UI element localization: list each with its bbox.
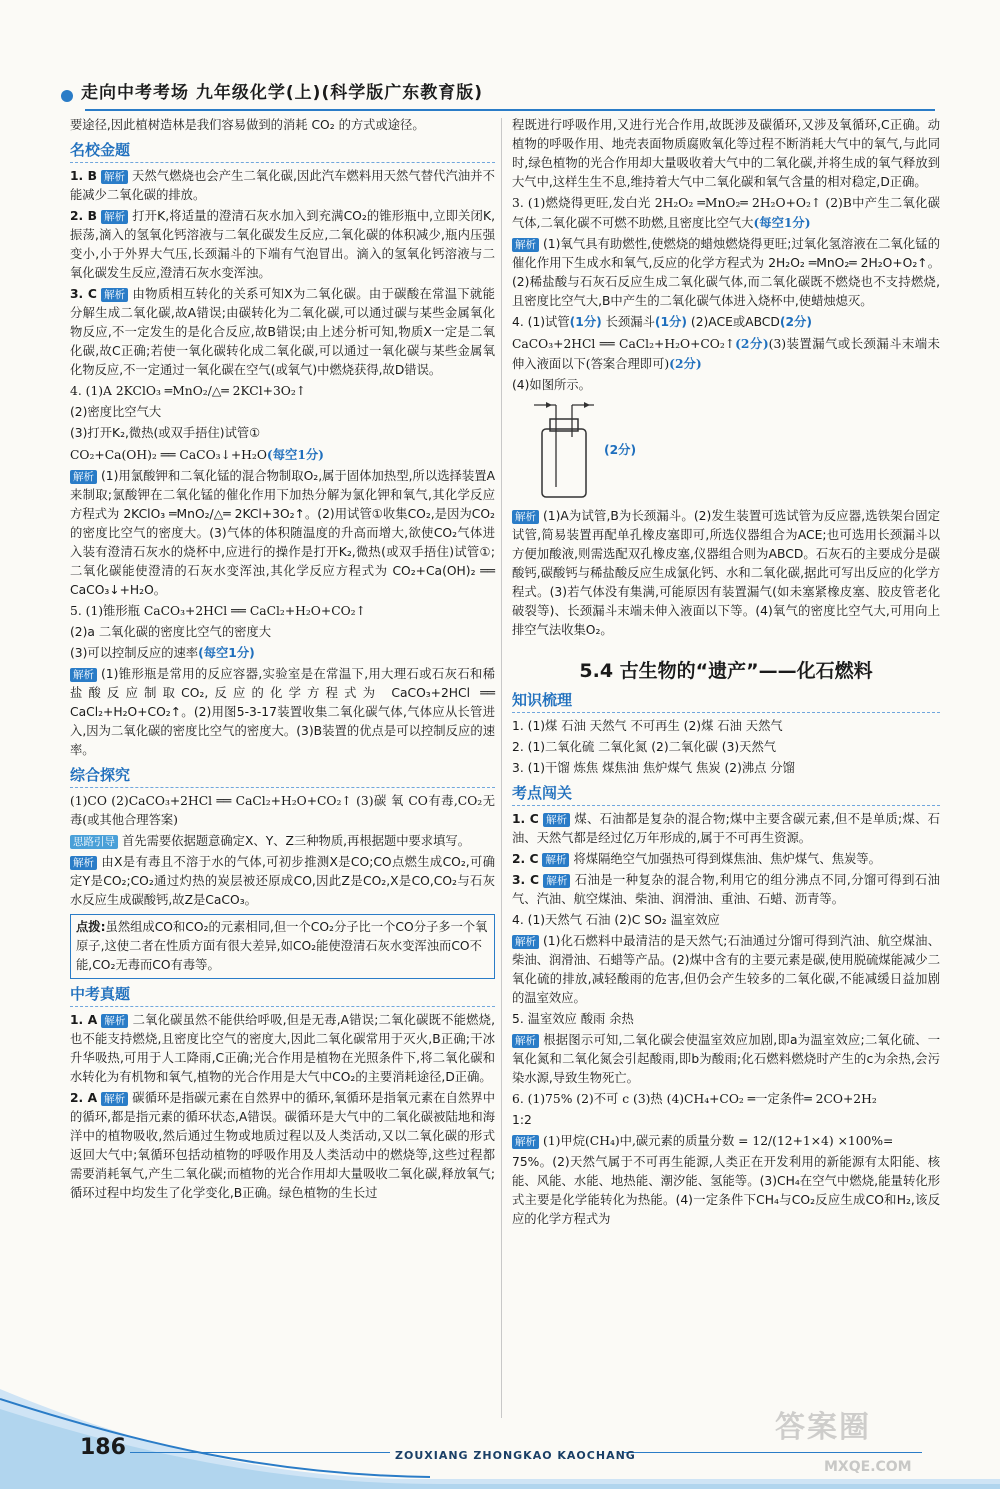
analysis-text: (1)锥形瓶是常用的反应容器,实验室是在常温下,用大理石或石灰石和稀盐酸反应制取CO₂,反应的化学方程式为 CaCO₃+2HCl ══ CaCl₂+H₂O+CO₂↑。(2)用图5-3-17装置收集二氧化碳气体,气体应从长管进入,因为二氧化碳的密度比空气的密度大。(3)B装置的优点是可以控制反应的速率。: [70, 667, 495, 757]
analysis-block: [512, 932, 940, 1008]
header-rule: [85, 109, 935, 111]
answer-line: 6. (1)75% (2)不可 c (3)热 (4)CH₄+CO₂ ═一定条件═ 2CO+2H₂: [512, 1092, 877, 1106]
analysis-block: [512, 1031, 940, 1088]
section-title: 综合探究: [70, 766, 495, 788]
analysis-text: 由X是有毒且不溶于水的气体,可初步推测X是CO;CO点燃生成CO₂,可确定Y是CO₂;CO₂通过灼热的炭层被还原成CO,因此Z是CO₂,X是CO,CO₂与石灰水反应生成碳酸钙,故Z是CaCO₃。: [70, 855, 495, 907]
analysis-tag: 解析: [101, 170, 128, 184]
score-note: (1分): [569, 315, 602, 329]
analysis-block: [70, 665, 495, 760]
answer-line: 1:2: [512, 1113, 532, 1127]
answer-item: [70, 167, 495, 205]
guide-block: [70, 832, 495, 851]
analysis-tag: 解析: [512, 510, 539, 524]
analysis-tag: 解析: [101, 210, 128, 224]
equation: CO₂+Ca(OH)₂ ══ CaCO₃↓+H₂O: [70, 448, 267, 462]
answer-line: [512, 334, 940, 374]
footer-rule: [622, 1452, 922, 1453]
column-divider: [501, 118, 502, 1418]
analysis-text: 根据图示可知,二氧化碳会使温室效应加剧,即a为温室效应;二氧化硫、一氧化氮和二氧化氮会引起酸雨,即b为酸雨;化石燃料燃烧时产生的c为余热,会污染水源,导致生物死亡。: [512, 1033, 940, 1085]
section-title: 中考真题: [70, 985, 495, 1007]
answer-text: 石油是一种复杂的混合物,利用它的组分沸点不同,分馏可得到石油气、汽油、航空煤油、柴油、润滑油、重油、石蜡、沥青等。: [512, 873, 940, 906]
answer-item: [512, 850, 940, 869]
answer-line: 5. (1)锥形瓶 CaCO₃+2HCl ══ CaCl₂+H₂O+CO₂↑: [70, 604, 366, 618]
answer-text: 天然气燃烧也会产生二氧化碳,因此汽车燃料用天然气替代汽油并不能减少二氧化碳的排放。: [70, 169, 495, 202]
analysis-tag: 解析: [101, 1092, 128, 1106]
guide-text: 首先需要依据题意确定X、Y、Z三种物质,再根据题中要求填写。: [122, 834, 470, 848]
answer-item: [70, 1089, 495, 1203]
answer-item: [70, 207, 495, 283]
continued-text: 程既进行呼吸作用,又进行光合作用,故既涉及碳循环,又涉及氧循环,C正确。动植物的呼吸作用、地壳表面物质腐败氧化等过程不断消耗大气中的氧气,与此同时,绿色植物的光合作用却大量吸收着大气中的二氧化碳,并将生成的氧气释放到大气中,这样生生不息,维持着大气中二氧化碳和氧气含量的相对稳定,D正确。: [512, 118, 940, 189]
analysis-tag: 解析: [70, 470, 97, 484]
analysis-block: [512, 507, 940, 640]
answer-item: [70, 285, 495, 380]
analysis-block: [512, 235, 940, 311]
tip-label: 点拨:: [76, 920, 106, 934]
score-note: (每空1分): [753, 215, 811, 230]
chapter-title: 5.4 古生物的“遗产”——化石燃料: [579, 660, 873, 682]
analysis-tag: 解析: [512, 1135, 539, 1149]
answer-text: 碳循环是指碳元素在自然界中的循环,氧循环是指氧元素在自然界中的循环,都是指元素的循环状态,A错误。碳循环是大气中的二氧化碳被陆地和海洋中的植物吸收,然后通过生物或地质过程以及人类活动,又以二氧化碳的形式返回大气中;氧循环包括动植物的呼吸作用及人类活动中的燃烧等,这些过程都需要消耗氧气,产生二氧化碳;而植物的光合作用却大量吸收二氧化碳,释放氧气;循环过程中均发生了化学变化,B正确。绿色植物的生长过: [70, 1091, 495, 1200]
analysis-tag: 解析: [101, 1014, 128, 1028]
gas-bottle-figure: [532, 401, 940, 501]
header-bullet-icon: [61, 90, 73, 102]
page-number: 186: [80, 1435, 126, 1460]
score-note: (2分): [669, 356, 702, 371]
answer-line: (4)如图所示。: [512, 378, 591, 392]
answer-text: (3)装置漏气或长颈漏斗末端未伸入液面以下(答案合理即可): [512, 337, 940, 371]
analysis-tag: 解析: [101, 288, 128, 302]
answer-text: 长颈漏斗: [605, 315, 655, 329]
answer-number: 3. C: [512, 873, 539, 887]
answer-line: [512, 194, 940, 233]
analysis-tag: 解析: [70, 668, 97, 682]
score-note: (2分): [604, 443, 637, 457]
answer-text: (2)ACE或ABCD: [690, 315, 780, 329]
analysis-text: (1)用氯酸钾和二氧化锰的混合物制取O₂,属于固体加热型,所以选择装置A来制取;氯酸钾在二氧化锰的催化作用下加热分解为氯化钾和氧气,其化学反应方程式为 2KClO₃ ═MnO₂/△═ 2KCl+3O₂↑。(2)用试管①收集CO₂,是因为CO₂的密度比空气的密度大。(3)气体的体积随温度的升高而增大,欲使CO₂气体进入装有澄清石灰水的烧杯中,应进行的操作是打开K₂,微热(或双手捂住)试管①;二氧化碳能使澄清的石灰水变浑浊,其化学反应方程式为 CO₂+Ca(OH)₂ ══ CaCO₃↓+H₂O。: [70, 469, 495, 597]
answer-item: [512, 871, 940, 909]
answer-number: 1. A: [70, 1013, 98, 1027]
answer-line: [70, 644, 495, 663]
answer-text: 由物质相互转化的关系可知X为二氧化碳。由于碳酸在常温下就能分解生成二氧化碳,故A错误;由碳转化为二氧化碳,可以通过碳与某些金属氧化物反应,不一定发生的是化合反应,故B错误;由上述分析可知,物质X一定是二氧化碳,故C正确;若使一氧化碳转化成二氧化碳,可以通过一氧化碳与某些金属氧化物反应,不一定通过一氧化碳在空气(或氧气)中燃烧获得,故D错误。: [70, 287, 495, 377]
score-note: (2分): [735, 336, 769, 351]
left-column: [70, 116, 495, 1205]
answer-line: 4. (1)A 2KClO₃ ═MnO₂/△═ 2KCl+3O₂↑: [70, 384, 307, 398]
answer-text: 将煤隔绝空气加强热可得到煤焦油、焦炉煤气、焦炭等。: [573, 852, 881, 866]
analysis-text: (1)甲烷(CH₄)中,碳元素的质量分数 = 12/(12+1×4) ×100%=: [543, 1134, 894, 1148]
page-header: [55, 80, 935, 112]
analysis-text: (1)氧气具有助燃性,使燃烧的蜡烛燃烧得更旺;过氧化氢溶液在二氧化锰的催化作用下生成水和氧气,反应的化学方程式为 2H₂O₂ ═MnO₂═ 2H₂O+O₂↑。(2)稀盐酸与石灰石反应生成二氧化碳气体,而二氧化碳既不燃烧也不支持燃烧,且密度比空气大,B中产生的二氧化碳气体进入烧杯中,使蜡烛熄灭。: [512, 237, 940, 308]
answer-line: (2)密度比空气大: [70, 405, 162, 419]
analysis-tag: 解析: [512, 1034, 539, 1048]
analysis-text: (1)A为试管,B为长颈漏斗。(2)发生装置可选试管为反应器,选铁架台固定试管,简易装置再配单孔橡皮塞即可,所选仪器组合为ACE;也可选用长颈漏斗以方便加酸液,则需选配双孔橡皮塞,仪器组合则为ABCD。石灰石的主要成分是碳酸钙,碳酸钙与稀盐酸反应生成氯化钙、水和二氧化碳,据此可写出反应的化学方程式。(3)若气体没有集满,可能原因有装置漏气(如未塞紧橡皮塞、胶皮管老化破裂等)、长颈漏斗末端未伸入液面以下等。(4)氧气的密度比空气大,可用向上排空气法收集O₂。: [512, 509, 940, 637]
answer-line: 1. (1)煤 石油 天然气 不可再生 (2)煤 石油 天然气: [512, 719, 783, 733]
footer-rule: [130, 1452, 390, 1453]
answer-text: 4. (1)试管: [512, 315, 570, 329]
answer-number: 2. A: [70, 1091, 98, 1105]
answer-line: (3)打开K₂,微热(或双手捂住)试管①: [70, 426, 261, 440]
section-title: 知识梳理: [512, 691, 940, 713]
answer-number: 3. C: [70, 287, 97, 301]
answer-item: [70, 1011, 495, 1087]
answer-line: 4. (1)天然气 石油 (2)C SO₂ 温室效应: [512, 913, 720, 927]
answer-line: (2)a 二氧化碳的密度比空气的密度大: [70, 625, 272, 639]
watermark-url: MXQE.COM: [824, 1459, 912, 1475]
header-title: 走向中考考场 九年级化学(上)(科学版广东教育版): [81, 83, 483, 103]
right-column: [512, 116, 940, 1231]
section-title: 考点闯关: [512, 784, 940, 806]
analysis-tag: 解析: [543, 874, 570, 888]
score-note: (2分): [779, 315, 812, 329]
equation: CaCO₃+2HCl ══ CaCl₂+H₂O+CO₂↑: [512, 337, 736, 351]
answer-item: [512, 810, 940, 848]
analysis-tag: 解析: [512, 238, 539, 252]
answer-text: 3. (1)燃烧得更旺,发白光 2H₂O₂ ═MnO₂═ 2H₂O+O₂↑ (2)B中产生二氧化碳气体,二氧化碳不可燃不助燃,且密度比空气大: [512, 196, 940, 230]
analysis-tag: 解析: [543, 813, 570, 827]
answer-text: (3)可以控制反应的速率: [70, 646, 199, 660]
score-note: (每空1分): [198, 646, 255, 660]
analysis-text: 75%。(2)天然气属于不可再生能源,人类正在开发利用的新能源有太阳能、核能、风能、水能、地热能、潮汐能、氢能等。(3)CH₄在空气中燃烧,能量转化形式主要是化学能转化为热能。(4)一定条件下CH₄与CO₂反应生成CO和H₂,该反应的化学方程式为: [512, 1155, 940, 1226]
watermark-logo: 答案圈: [775, 1410, 871, 1445]
answer-line: [70, 445, 495, 465]
answer-text: 二氧化碳虽然不能供给呼吸,但是无毒,A错误;二氧化碳既不能燃烧,也不能支持燃烧,且密度比空气的密度大,因此二氧化碳常用于灭火,B正确;干冰升华吸热,可用于人工降雨,C正确;光合作用是植物在光照条件下,将二氧化碳和水转化为有机物和氧气,植物的光合作用是大气中CO₂的主要消耗途径,D正确。: [70, 1013, 495, 1084]
analysis-tag: 解析: [512, 935, 539, 949]
analysis-block: [70, 853, 495, 910]
answer-number: 2. B: [70, 209, 98, 223]
answer-line: 5. 温室效应 酸雨 余热: [512, 1012, 634, 1026]
answer-line: 3. (1)干馏 炼焦 煤焦油 焦炉煤气 焦炭 (2)沸点 分馏: [512, 761, 795, 775]
answer-line: (1)CO (2)CaCO₃+2HCl ══ CaCl₂+H₂O+CO₂↑ (3)碳 氧 CO有毒,CO₂无毒(或其他合理答案): [70, 794, 495, 827]
analysis-text: (1)化石燃料中最清洁的是天然气;石油通过分馏可得到汽油、航空煤油、柴油、润滑油、石蜡等产品。(2)煤中含有的主要元素是碳,使用脱硫煤能减少二氧化硫的排放,减轻酸雨的危害,但仍会产生较多的二氧化碳,不能减缓日益加剧的温室效应。: [512, 934, 940, 1005]
answer-text: 煤、石油都是复杂的混合物;煤中主要含碳元素,但不是单质;煤、石油、天然气都是经过亿万年形成的,属于不可再生资源。: [512, 812, 940, 845]
analysis-block: [70, 467, 495, 600]
analysis-block: [512, 1132, 940, 1151]
answer-number: 2. C: [512, 852, 539, 866]
collection-bottle-icon: [532, 401, 662, 501]
analysis-tag: 解析: [70, 856, 97, 870]
answer-number: 1. C: [512, 812, 539, 826]
analysis-tag: 解析: [542, 853, 569, 867]
answer-text: 打开K,将适量的澄清石灰水加入到充满CO₂的锥形瓶中,立即关闭K,振荡,滴入的氢氧化钙溶液与二氧化碳发生反应,二氧化碳的体积减少,瓶内压强变小,小于外界大气压,长颈漏斗的下端有气泡冒出。滴入的氢氧化钙溶液与二氧化碳发生反应,澄清石灰水变浑浊。: [70, 209, 495, 280]
guide-tag: 思路引导: [70, 835, 118, 849]
answer-line: 2. (1)二氧化硫 二氧化氮 (2)二氧化碳 (3)天然气: [512, 740, 777, 754]
intro-text: 要途径,因此植树造林是我们容易做到的消耗 CO₂ 的方式或途径。: [70, 118, 425, 132]
answer-number: 1. B: [70, 169, 97, 183]
tip-text: 虽然组成CO和CO₂的元素相同,但一个CO₂分子比一个CO分子多一个氧原子,这使二者在性质方面有很大差异,如CO₂能使澄清石灰水变浑浊而CO不能,CO₂无毒而CO有毒等。: [76, 920, 488, 972]
score-note: (1分): [654, 315, 687, 329]
section-title: 名校金题: [70, 141, 495, 163]
tip-box: [70, 914, 495, 979]
answer-line: [512, 313, 940, 332]
score-note: (每空1分): [266, 447, 325, 462]
footer-caption: ZOUXIANG ZHONGKAO KAOCHANG: [395, 1449, 636, 1462]
